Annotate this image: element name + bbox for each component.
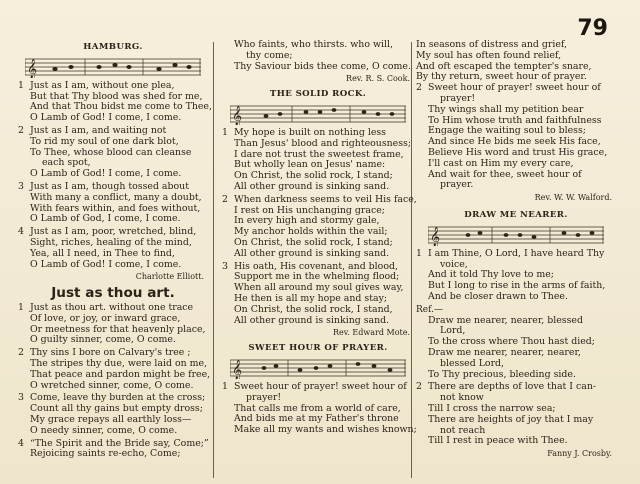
- column-divider: [213, 42, 214, 478]
- hymn-title-just-as-thou-art: Just as thou art.: [51, 285, 175, 302]
- svg-text:𝄞: 𝄞: [232, 105, 243, 125]
- svg-text:𝄞: 𝄞: [27, 58, 38, 78]
- svg-text:𝄞: 𝄞: [430, 226, 441, 246]
- hymn-title-solid-rock: THE SOLID ROCK.: [269, 89, 367, 100]
- column-2: Who faints, who thirsts. who will, thy come; Thy Saviour bids thee come, O come. Rev. R. S. Cook. THE SOLID ROCK. 𝄞 1 My hope is built on nothing less Than Jesus' blood and righteousness; I dare not trust the sweetest frame, But wholly lean on Jesus' name: On Christ, the solid rock, I stand; All other ground is sinking sand. 2 When darkness seems to veil His face, I rest on His unchanging grace; In every high and stormy gale, My anchor holds within the vail; On Christ, the solid rock, I stand; All other ground is sinking sand. 3 His oath, His covenant, and blood, Support me in the whelming flood; When all around my soul gives way, He then is all my hope and stay; On Christ, the solid rock, I stand, All other ground is sinking sand. Rev. Edward Mote. SWEET HOUR OF PRAYER. 𝄞 1 Sweet hour of prayer! sweet hour of prayer! That calls me from a world of care, And bids me at my Father's throne Make all my wants and wishes known;: [222, 39, 417, 436]
- column-1: HAMBURG. 𝄞 1 Just as I am, without one plea, But that Thy blood was shed for me, And that Thou bidst me come to Thee, O Lamb of God! I come, I come. 2 Just as I am, and waiting not To rid my soul of one dark blot, To Thee, whose blood can cleanse each spot, O Lamb of God! I come, I come. 3 Just as I am, though tossed about With many a conflict, many a doubt, With fears within, and foes without, O Lamb of God, I come, I come. 4 Just as I am, poor, wretched, blind, Sight, riches, healing of the mind, Yea, all I need, in Thee to find, O Lamb of God! I come, I come. Charlotte Elliott. Just as thou art. 1 Just as thou art. without one trace Of love, or joy, or inward grace, Or meetness for that heavenly place, O guilty sinner, come, O come. 2 Thy sins I bore on Calvary's tree ; The stripes thy due, were laid on me, That peace and pardon might be free, O wretched sinner, come, O come. 3 Come, leave thy burden at the cross; Count all thy gains but empty dross; My grace repays all earthly loss— O needy sinner, come, O come. 4 “The Spirit and the Bride say, Come;” Rejoicing saints re-echo, Come;: [18, 42, 212, 460]
- music-staff-solid-rock: [230, 103, 406, 125]
- author-crosby: Fanny J. Crosby.: [547, 449, 612, 459]
- page-number: 79: [577, 16, 608, 41]
- hymn-title-draw-me-nearer: DRAW ME NEARER.: [464, 209, 568, 220]
- hymn-title-hamburg: HAMBURG.: [83, 42, 143, 52]
- hymn-title-sweet-hour: SWEET HOUR OF PRAYER.: [248, 343, 388, 354]
- music-staff-hamburg: [25, 56, 201, 78]
- author-hamburg: Charlotte Elliott.: [135, 272, 204, 282]
- music-staff-draw-me-nearer: [428, 224, 604, 246]
- author-cook: Rev. R. S. Cook.: [346, 74, 410, 84]
- column-3: In seasons of distress and grief, My soul has often found relief, And oft escaped the tempter's snare, By thy return, sweet hour of prayer. 2 Sweet hour of prayer! sweet hour of prayer! Thy wings shall my petition bear To Him whose truth and faithfulness Engage the waiting soul to bless; And since He bids me seek His face, Believe His word and trust His grace, I'll cast on Him my every care, And wait for thee, sweet hour of prayer. Rev. W. W. Walford. DRAW ME NEARER. 𝄞 1 I am Thine, O Lord, I have heard Thy voice, And it told Thy love to me; But I long to rise in the arms of faith, And be closer drawn to Thee. Ref.— Draw me nearer, nearer, blessed Lord, To the cross where Thou hast died; Draw me nearer, nearer, nearer, blessed Lord, To Thy precious, bleeding side. 2 There are depths of love that I can- not know Till I cross the narrow sea; There are heights of joy that I may not reach Till I rest in peace with Thee. Fanny J. Crosby.: [416, 40, 616, 464]
- author-mote: Rev. Edward Mote.: [333, 328, 410, 338]
- svg-text:𝄞: 𝄞: [232, 359, 243, 379]
- author-walford: Rev. W. W. Walford.: [534, 193, 612, 203]
- refrain-label: Ref.—: [416, 304, 443, 315]
- music-staff-sweet-hour: [230, 357, 406, 379]
